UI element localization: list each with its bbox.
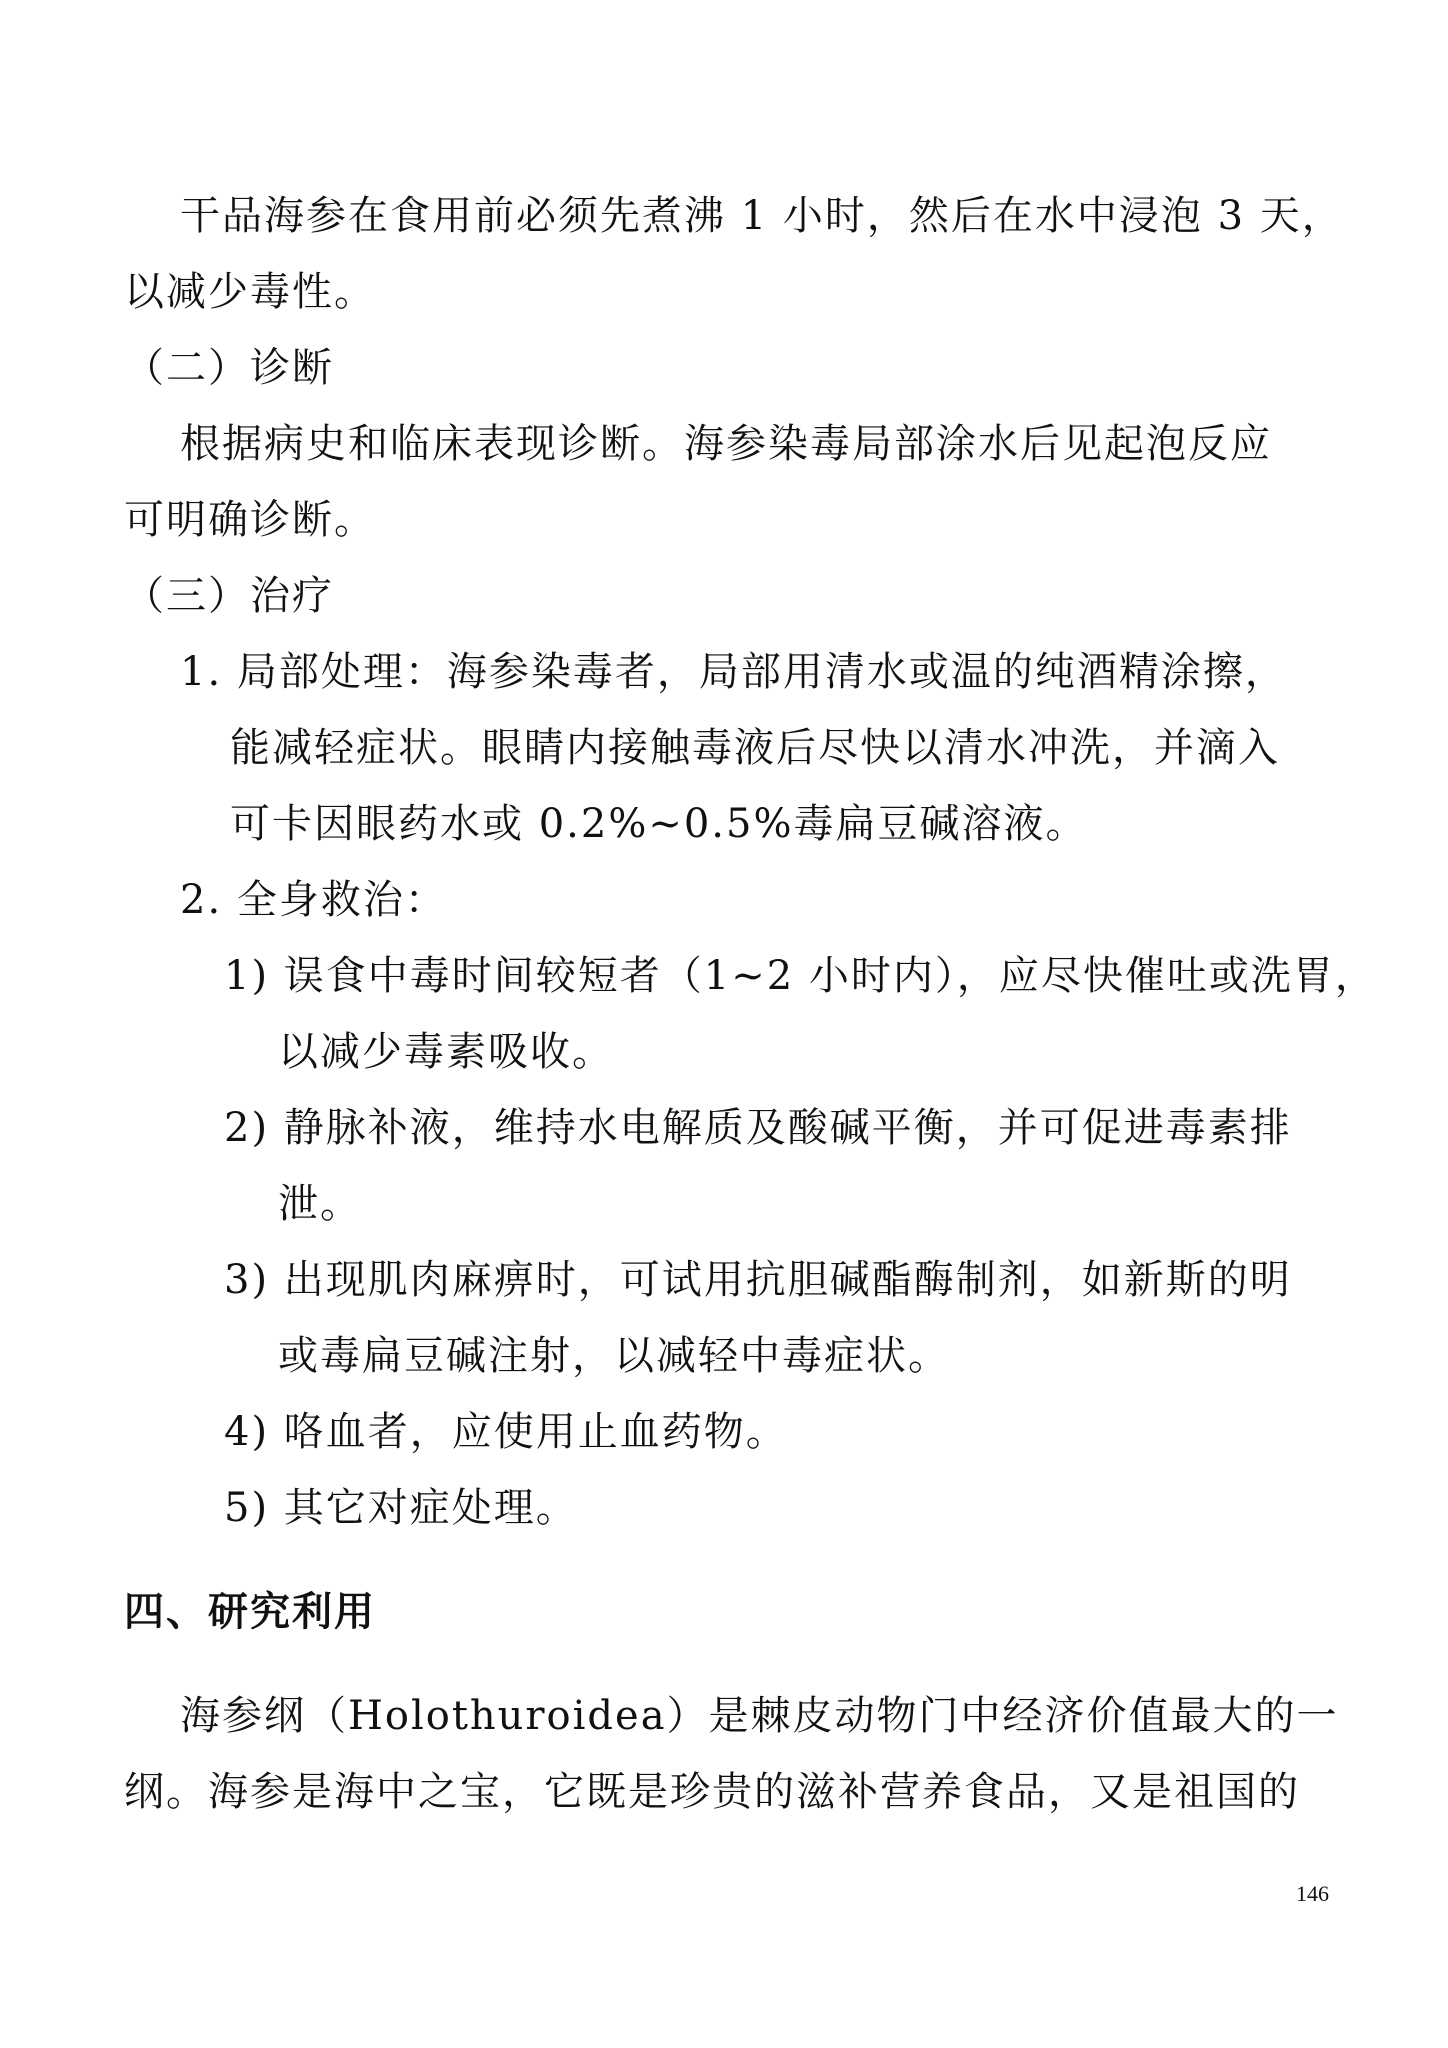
research-paragraph-line-1: 海参纲（Holothuroidea）是棘皮动物门中经济价值最大的一 (180, 1693, 1339, 1739)
treatment-heading: （三）治疗 (124, 573, 334, 619)
treatment-item-2-line-2: 泄。 (278, 1181, 362, 1227)
section-heading-research: 四、研究利用 (124, 1588, 376, 1635)
treatment-item-1-line-1: 1) 误食中毒时间较短者（1~2 小时内），应尽快催吐或洗胃， (224, 953, 1377, 999)
diagnosis-heading: （二）诊断 (124, 345, 334, 391)
local-treatment-line-2: 能减轻症状。眼睛内接触毒液后尽快以清水冲洗，并滴入 (230, 725, 1280, 771)
diagnosis-line-2: 可明确诊断。 (124, 497, 376, 543)
diagnosis-line-1: 根据病史和临床表现诊断。海参染毒局部涂水后见起泡反应 (180, 421, 1272, 467)
local-treatment-line-3: 可卡因眼药水或 0.2%~0.5%毒扁豆碱溶液。 (230, 801, 1088, 847)
page-number: 146 (1296, 1881, 1329, 1906)
treatment-item-4: 4) 咯血者，应使用止血药物。 (224, 1409, 788, 1455)
treatment-item-2-line-1: 2) 静脉补液，维持水电解质及酸碱平衡，并可促进毒素排 (224, 1105, 1292, 1151)
research-paragraph-line-2: 纲。海参是海中之宝，它既是珍贵的滋补营养食品，又是祖国的 (124, 1769, 1300, 1815)
treatment-item-3-line-1: 3) 出现肌肉麻痹时，可试用抗胆碱酯酶制剂，如新斯的明 (224, 1257, 1292, 1303)
dried-sea-cucumber-line-1: 干品海参在食用前必须先煮沸 1 小时，然后在水中浸泡 3 天， (180, 193, 1344, 239)
local-treatment-line-1: 1. 局部处理：海参染毒者，局部用清水或温的纯酒精涂擦， (180, 649, 1287, 695)
dried-sea-cucumber-line-2: 以减少毒性。 (124, 269, 376, 315)
systemic-treatment-heading: 2. 全身救治： (180, 877, 447, 923)
treatment-item-3-line-2: 或毒扁豆碱注射，以减轻中毒症状。 (278, 1333, 950, 1379)
treatment-item-5: 5) 其它对症处理。 (224, 1485, 578, 1531)
treatment-item-1-line-2: 以减少毒素吸收。 (278, 1029, 614, 1075)
